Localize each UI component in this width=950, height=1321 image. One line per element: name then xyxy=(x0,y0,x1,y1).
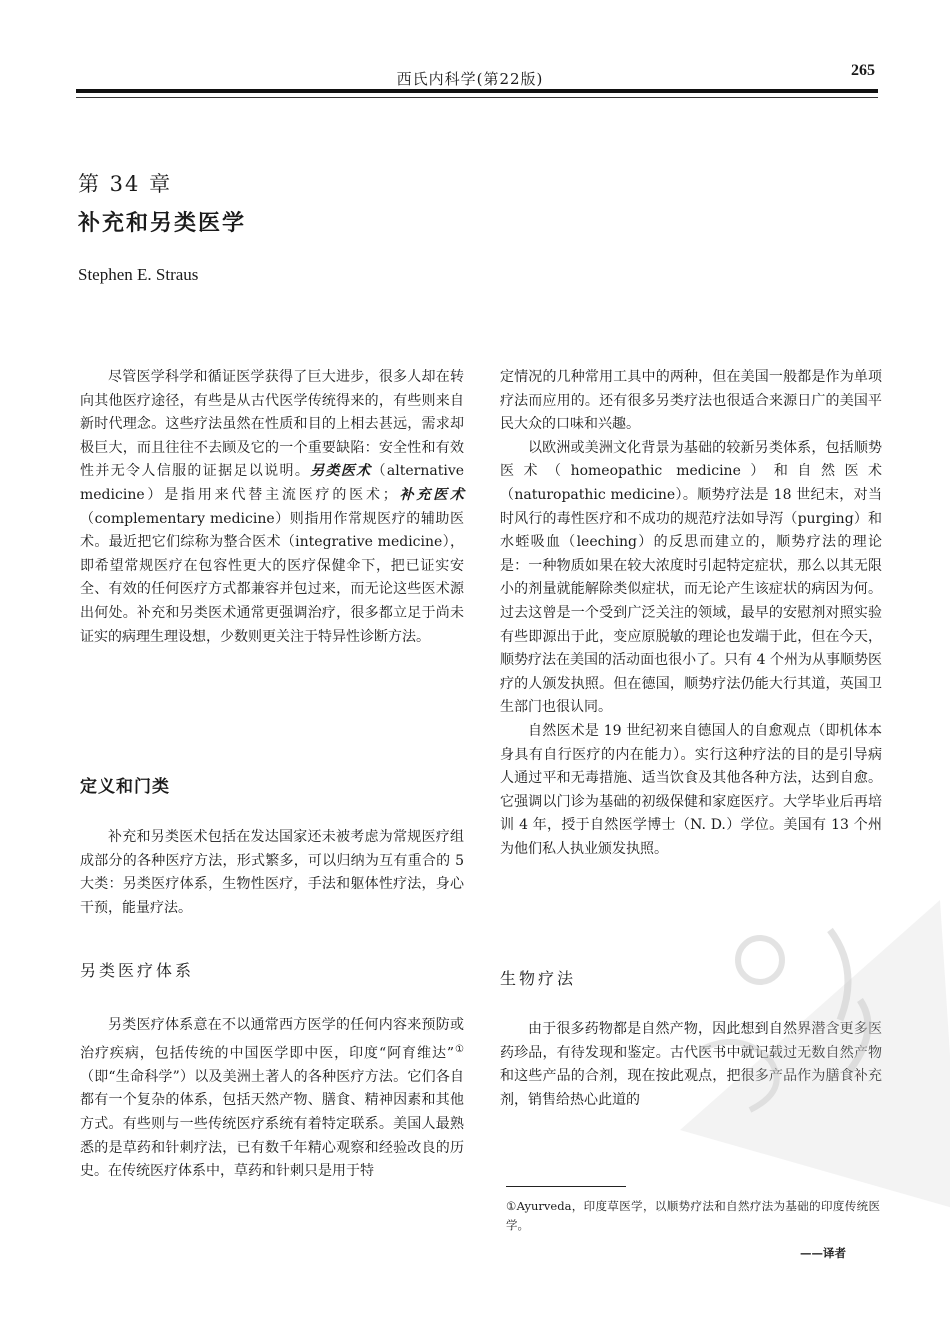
page-number: 265 xyxy=(851,62,875,79)
term-complementary-medicine: 补充医术 xyxy=(396,486,465,503)
subsection-heading-biological: 生物疗法 xyxy=(500,969,577,988)
footnote-rule xyxy=(506,1186,626,1187)
definitions-block xyxy=(80,826,464,920)
intro-block xyxy=(80,366,464,649)
alt-systems-text-2: （即“生命科学”）以及美洲土著人的各种医疗方法。它们各自都有一个复杂的体系，包括天然产物、膳食、精神因素和其他方式。有些则与一些传统医疗系统有着特定联系。美国人最熟悉的是草药和针刺疗法，已有数千年精心观察和经验改良的历史。在传统医疗体系中，草药和针刺只是用于特 xyxy=(80,1068,464,1180)
biological-block xyxy=(500,1018,882,1112)
subsection-heading-alt-systems: 另类医疗体系 xyxy=(80,961,195,980)
intro-text-1: 尽管医学科学和循证医学获得了巨大进步，很多人却在转向其他医疗途径，有些是从古代医学传统得来的，有些则来自新时代理念。这些疗法虽然在性质和目的上相去甚远，需求却极巨大，而且往往不去顾及它的一个重要缺陷：安全性和有效性并无令人信服的证据足以说明。 xyxy=(80,369,464,480)
chapter-author: Stephen E. Straus xyxy=(78,265,199,284)
definitions-paragraph: 补充和另类医术包括在发达国家还未被考虑为常规医疗组成部分的各种医疗方法，形式繁多，可以归纳为互有重合的 5 大类：另类医疗体系，生物性医疗，手法和躯体性疗法，身心干预，能量疗法。 xyxy=(80,829,464,916)
alt-systems-paragraph xyxy=(80,1014,464,1184)
naturopathy-paragraph: 自然医术是 19 世纪初来自德国人的自愈观点（即机体本身具有自行医疗的内在能力）。实行这种疗法的目的是引导病人通过平和无毒措施、适当饮食及其他各种方法，达到自愈。它强调以门诊为基础的初级保健和家庭医疗。大学毕业后再培训 4 年，授于自然医学博士（N. D.）学位。美国有 13 个州为他们私人执业颁发执照。 xyxy=(500,722,882,857)
header-rule-thin xyxy=(76,97,878,98)
continuation-paragraph: 定情况的几种常用工具中的两种，但在美国一般都是作为单项疗法而应用的。还有很多另类疗法也很适合来源日广的美国平民大众的口味和兴趣。 xyxy=(500,369,882,433)
watermark-stroke-1 xyxy=(738,938,782,982)
footnote-text: ①Ayurveda，印度草医学，以顺势疗法和自然疗法为基础的印度传统医学。 xyxy=(506,1199,880,1232)
term-alternative-medicine: 另类医术 xyxy=(310,463,372,480)
intro-text-3: （complementary medicine）则指用作常规医疗的辅助医术。最近把它们综称为整合医术（integrative medicine），即希望常规医疗在包容性更大的医疗保健伞下，把已证实安全、有效的任何医疗方式都兼容并包过来，而无论这些医术源出何处。补充和另类医术通常更强调治疗，很多都立足于尚未证实的病理生理设想，少数则更关注于特异性诊断方法。 xyxy=(80,510,464,645)
footnote-signature: ——译者 xyxy=(800,1246,846,1260)
biological-paragraph: 由于很多药物都是自然产物，因此想到自然界潜含更多医药珍品，有待发现和鉴定。古代医书中就记载过无数自然产物和这些产品的合剂，现在按此观点，把很多产品作为膳食补充剂，销售给热心此道的 xyxy=(500,1021,882,1108)
intro-text-2: （alternative medicine）是指用来代替主流医疗的医术； xyxy=(80,463,465,503)
chapter-number: 第 34 章 xyxy=(78,172,173,196)
alt-systems-block xyxy=(80,1014,464,1184)
running-header-title: 西氏内科学(第22版) xyxy=(396,70,544,88)
homeopathy-paragraph: 以欧洲或美洲文化背景为基础的较新另类体系，包括顺势医术（homeopathic medicine）和自然医术（naturopathic medicine）。顺势疗法是 18 世纪末，对当时风行的毒性医疗和不成功的规范疗法如导泻（purging）和水蛭吸血（leeching）的反思而建立的，顺势疗法的理论是：一种物质如果在较大浓度时引起特定症状，那么以其无限小的剂量就能解除类似症状，而无论产生该症状的病因为何。过去这曾是一个受到广泛关注的领域，最早的安慰剂对照实验有些即源出于此，变应原脱敏的理论也发端于此，但在今天，顺势疗法在美国的活动面也很小了。只有 4 个州为从事顺势医疗的人颁发执照。但在德国，顺势疗法仍能大行其道，英国卫生部门也很认同。 xyxy=(500,439,882,716)
section-heading-definitions: 定义和门类 xyxy=(80,777,170,797)
right-column-block xyxy=(500,366,882,861)
alt-systems-text-1: 另类医疗体系意在不以通常西方医学的任何内容来预防或治疗疾病，包括传统的中国医学即中医，印度“阿育维达” xyxy=(80,1017,464,1062)
intro-paragraph xyxy=(80,366,464,649)
chapter-title: 补充和另类医学 xyxy=(78,210,247,236)
header-rule-thick xyxy=(76,89,878,93)
footnote-reference: ① xyxy=(454,1043,464,1055)
